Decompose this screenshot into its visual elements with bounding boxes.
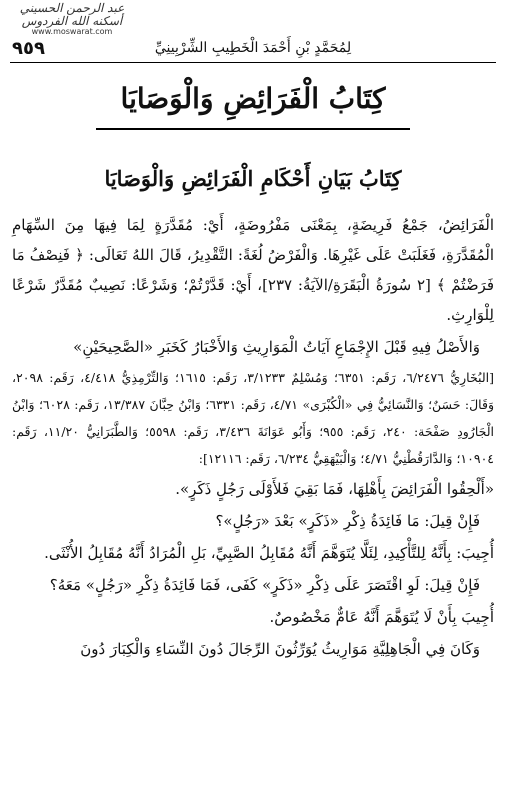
- citation-references: [البُخَارِيُّ ٦/٢٤٧٦، رَقَم: ٦٣٥١؛ وَمُسْلِمٌ ٣/١٢٣٣، رَقَم: ١٦١٥؛ وَالتِّرْمِذِيُّ ٤/٤١٨، رَقَم: ٢٠٩٨، وَقَالَ: حَسَنٌ؛ وَالنَّسَائِيُّ فِي «الْكُبْرَى» ٤/٧١، رَقَم: ٦٣٣١؛ وَابْنُ حِبَّانَ ١٣/٣٨٧، رَقَم: ٦٠٢٨؛ وَابْنُ الْجَارُودِ صَفْحَة: ٢٤٠، رَقَم: ٩٥٥؛ وَأَبُو عَوَانَةَ ٣/٤٣٦، رَقَم: ٥٥٩٨؛ وَالطَّبَرَانِيُّ ١١/٢٠، رَقَم: ١٠٩٠٤؛ وَالدَّارَقُطْنِيُّ ٤/٧١؛ وَالْبَيْهَقِيُّ ٦/٢٣٤، رَقَم: ١٢١١٦]:: [12, 370, 494, 466]
- watermark-line-2: أسكنه الله الفردوس: [21, 14, 123, 29]
- running-title: لِمُحَمَّدٍ بْنِ أَحْمَدَ الْخَطِيبِ الشِّرْبِينِيِّ: [154, 40, 352, 56]
- answer-1: أُجِيبَ: بِأَنَّهُ لِلتَّأْكِيدِ، لِئَلَّا يُتَوَهَّمَ أَنَّهُ مُقَابِلُ الصَّبِيِّ، بَلِ الْمُرَادُ أَنَّهُ مُقَابِلُ الأُنْثَى.: [44, 544, 494, 562]
- question-1: فَإِنْ قِيلَ: مَا فَائِدَةُ ذِكْرِ «ذَكَرٍ» بَعْدَ «رَجُلٍ»؟: [215, 512, 480, 530]
- watermark-stamp: [8, 2, 136, 37]
- body-text: [12, 210, 494, 666]
- paragraph-jahiliyya: وَكَانَ فِي الْجَاهِلِيَّةِ مَوَارِيثُ يُوَرِّثُونَ الرِّجَالَ دُونَ النِّسَاءِ وَالْكِبَارَ دُونَ: [80, 640, 480, 658]
- main-title: كِتَابُ الْفَرَائِضِ وَالْوَصَايَا: [120, 82, 386, 115]
- header-divider: [10, 62, 496, 63]
- paragraph-origin: وَالأَصْلُ فِيهِ قَبْلَ الإِجْمَاعِ آيَاتُ الْمَوَارِيثِ وَالأَخْبَارُ كَخَبَرِ «الصَّحِيحَيْنِ»: [73, 338, 480, 356]
- paragraph-definition: الْفَرَائِضُ، جَمْعُ فَرِيضَةٍ، بِمَعْنَى مَفْرُوضَةٍ، أَيْ: مُقَدَّرَةٍ لِمَا فِيهَا مِنَ السِّهَامِ الْمُقَدَّرَةِ، فَغَلَبَتْ عَلَى غَيْرِهَا. وَالْفَرْضُ لُغَةً: التَّقْدِيرُ، قَالَ اللهُ تَعَالَى: ﴿ فَنِصْفُ مَا فَرَضْتُمْ ﴾ [٢ سُورَةُ الْبَقَرَةِ/الآيَةُ: ٢٣٧]، أَيْ: قَدَّرْتُمْ؛ وَشَرْعًا: نَصِيبٌ مُقَدَّرٌ شَرْعًا لِلْوَارِثِ.: [12, 216, 494, 324]
- answer-2: أُجِيبَ بِأَنْ لَا يُتَوَهَّمَ أَنَّهُ عَامٌّ مَخْصُوصٌ.: [269, 608, 494, 626]
- page-header: [0, 0, 506, 64]
- section-title: كِتَابُ بَيَانِ أَحْكَامِ الْفَرَائِضِ وَالْوَصَايَا: [104, 166, 402, 191]
- watermark-url: www.moswarat.com: [31, 27, 113, 37]
- title-divider: [96, 128, 410, 130]
- hadith-quote: «أَلْحِقُوا الْفَرَائِضَ بِأَهْلِهَا، فَمَا بَقِيَ فَلأَوْلَى رَجُلٍ ذَكَرٍ».: [175, 480, 494, 498]
- watermark-line-1: عبد الرحمن الحسيني: [19, 1, 125, 15]
- question-2: فَإِنْ قِيلَ: لَوِ اقْتَصَرَ عَلَى ذِكْرِ «ذَكَرٍ» كَفَى، فَمَا فَائِدَةُ ذِكْرِ «رَجُلٍ» مَعَهُ؟: [49, 576, 480, 594]
- page-number: ٩٥٩: [12, 38, 45, 59]
